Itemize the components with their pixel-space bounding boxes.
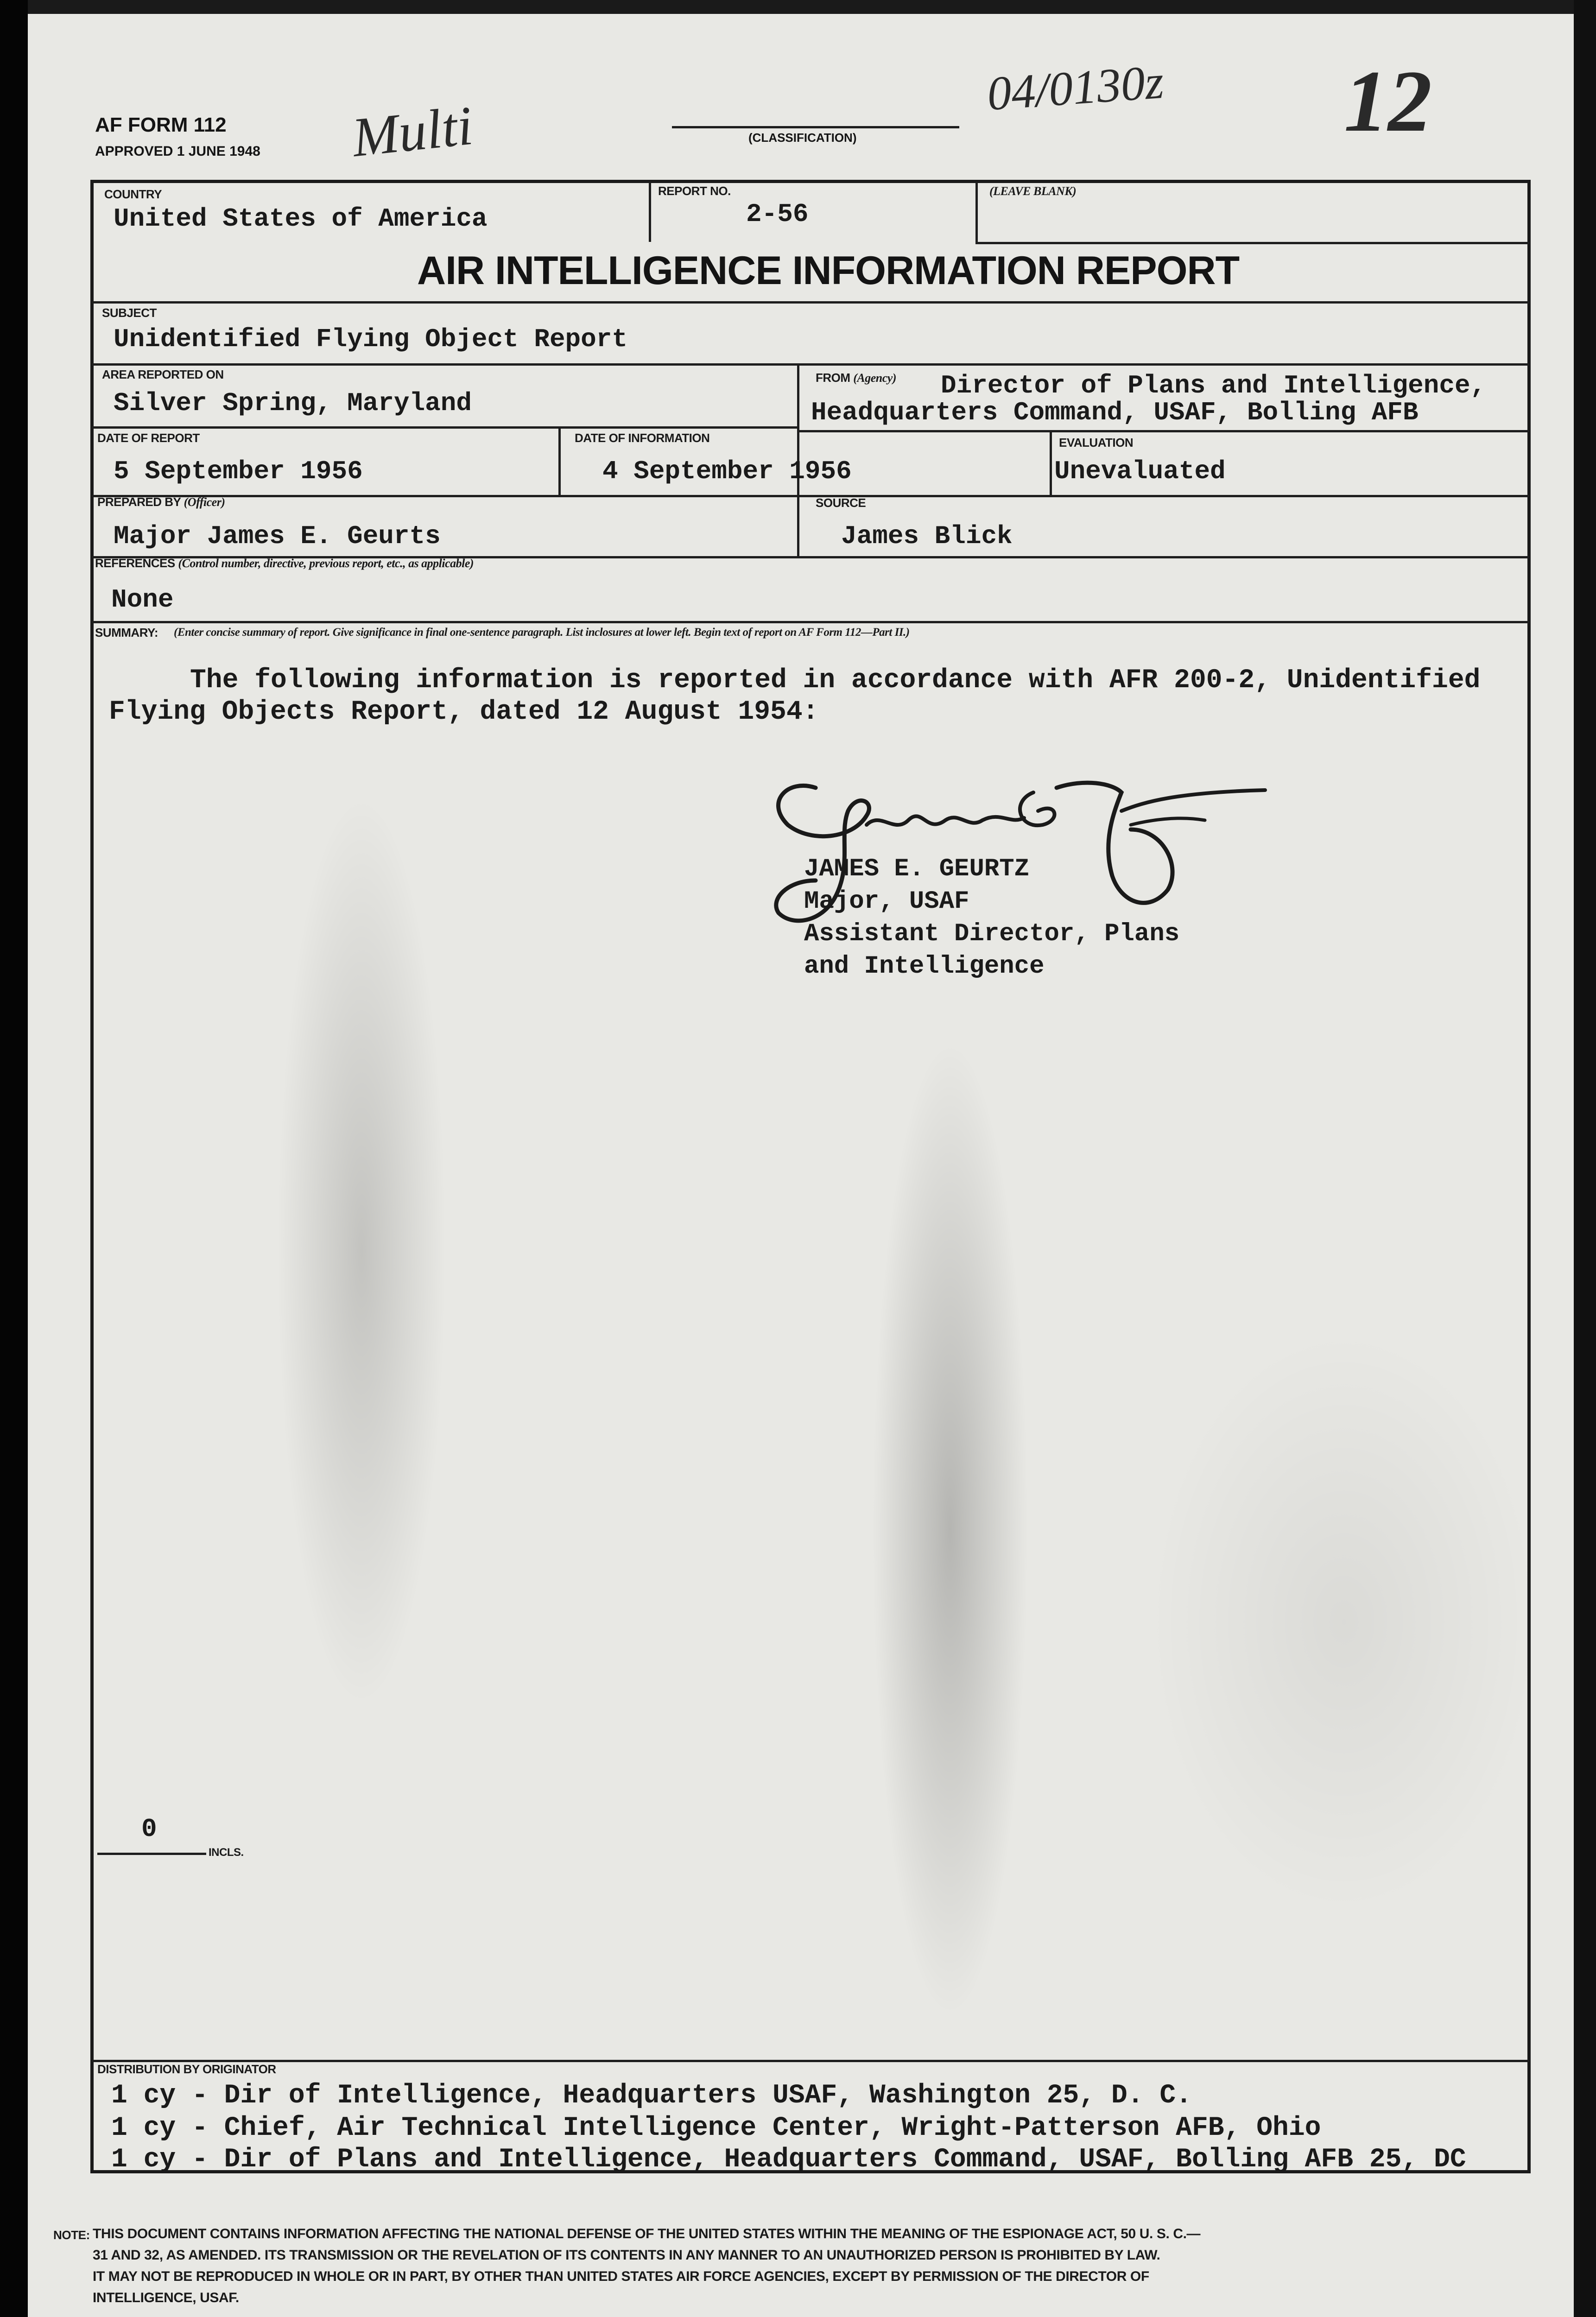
form-title: AIR INTELLIGENCE INFORMATION REPORT: [417, 248, 1240, 293]
divider: [92, 495, 1530, 497]
scan-edge-top: [0, 0, 1596, 14]
from-label: FROM (Agency): [816, 371, 897, 385]
scan-edge-right: [1574, 0, 1596, 2317]
signature-title-1: Assistant Director, Plans: [804, 920, 1180, 948]
inclosures-count: 0: [141, 1814, 157, 1844]
notice-line-2: 31 AND 32, AS AMENDED. ITS TRANSMISSION OR THE REVELATION OF ITS CONTENTS IN ANY MANNER TO AN UNAUTHORIZED PERSON IS PROHIBITED BY LAW.: [93, 2247, 1160, 2263]
references-label: REFERENCES (Control number, directive, previous report, etc., as applicable): [95, 556, 474, 570]
form-number: AF FORM 112: [95, 114, 227, 136]
summary-label: SUMMARY:: [95, 626, 158, 639]
body-line-1: The following information is reported in accordance with AFR 200-2, Unidentified: [190, 665, 1481, 696]
country-value: United States of America: [114, 204, 488, 234]
summary-instructions: [174, 626, 910, 639]
notice-line-1: THIS DOCUMENT CONTAINS INFORMATION AFFECTING THE NATIONAL DEFENSE OF THE UNITED STATES WITHIN THE MEANING OF THE ESPIONAGE ACT, 50 U. S. C.—: [93, 2226, 1201, 2241]
prepared-by-label: PREPARED BY (Officer): [97, 495, 225, 509]
subject-value: Unidentified Flying Object Report: [114, 324, 627, 354]
page-mark-handwritten: 12: [1344, 53, 1432, 150]
divider: [798, 430, 1530, 432]
source-value: James Blick: [841, 521, 1013, 551]
date-of-information-label: DATE OF INFORMATION: [575, 431, 710, 445]
report-no-value: 2-56: [746, 199, 809, 229]
leave-blank-text: (LEAVE BLANK): [989, 184, 1077, 198]
leave-blank-label: [989, 184, 1076, 198]
distribution-label: DISTRIBUTION BY ORIGINATOR: [97, 2062, 276, 2076]
area-label: AREA REPORTED ON: [102, 367, 224, 381]
distribution-line-2: 1 cy - Chief, Air Technical Intelligence Center, Wright-Patterson AFB, Ohio: [111, 2113, 1321, 2143]
prepared-by-value: Major James E. Geurts: [114, 521, 441, 551]
date-of-report-label: DATE OF REPORT: [97, 431, 200, 445]
divider: [92, 621, 1530, 623]
notice-line-4: INTELLIGENCE, USAF.: [93, 2290, 239, 2305]
from-line-1: Director of Plans and Intelligence,: [941, 371, 1486, 400]
divider: [92, 301, 1530, 304]
distribution-line-1: 1 cy - Dir of Intelligence, Headquarters USAF, Washington 25, D. C.: [111, 2081, 1192, 2111]
scan-edge-left: [0, 0, 28, 2317]
divider: [558, 426, 561, 496]
body-line-2: Flying Objects Report, dated 12 August 1954:: [109, 697, 819, 727]
signature-name: JAMES E. GEURTZ: [804, 855, 1030, 883]
from-line-2: Headquarters Command, USAF, Bolling AFB: [811, 398, 1419, 427]
country-label: COUNTRY: [104, 187, 162, 201]
date-of-report-value: 5 September 1956: [114, 456, 363, 486]
divider: [975, 182, 978, 242]
form-approved-date: APPROVED 1 JUNE 1948: [95, 144, 260, 159]
summary-instructions-text: (Enter concise summary of report. Give significance in final one-sentence paragraph. List inclosures at lower left. Begin text of report on AF Form 112—Part II.): [174, 626, 910, 639]
notice-label: NOTE:: [53, 2228, 90, 2242]
divider: [1050, 430, 1052, 496]
area-value: Silver Spring, Maryland: [114, 388, 472, 418]
divider: [975, 242, 1530, 244]
classification-line-top: [672, 126, 959, 128]
divider: [92, 363, 1530, 366]
subject-label: SUBJECT: [102, 306, 157, 320]
handwritten-note: Multi: [349, 94, 476, 169]
inclosures-label: INCLS.: [209, 1846, 244, 1859]
evaluation-value: Unevaluated: [1054, 456, 1226, 486]
evaluation-label: EVALUATION: [1059, 436, 1134, 449]
signature-title-2: and Intelligence: [804, 952, 1045, 981]
divider: [797, 495, 799, 557]
report-no-label: REPORT NO.: [658, 184, 731, 198]
signature-rank: Major, USAF: [804, 887, 969, 916]
file-number-handwritten: 04/0130z: [985, 55, 1165, 121]
distribution-line-3: 1 cy - Dir of Plans and Intelligence, Headquarters Command, USAF, Bolling AFB 25, DC: [111, 2145, 1466, 2175]
classification-label-top: (CLASSIFICATION): [748, 131, 857, 145]
divider: [92, 2060, 1530, 2062]
inclosures-line: [97, 1853, 206, 1855]
date-of-information-value: 4 September 1956: [602, 456, 852, 486]
references-value: None: [111, 585, 174, 614]
divider: [92, 426, 798, 429]
source-label: SOURCE: [816, 496, 866, 510]
notice-line-3: IT MAY NOT BE REPRODUCED IN WHOLE OR IN PART, BY OTHER THAN UNITED STATES AIR FORCE AGENCIES, EXCEPT BY PERMISSION OF THE DIRECTOR OF: [93, 2269, 1149, 2284]
divider: [649, 182, 651, 242]
